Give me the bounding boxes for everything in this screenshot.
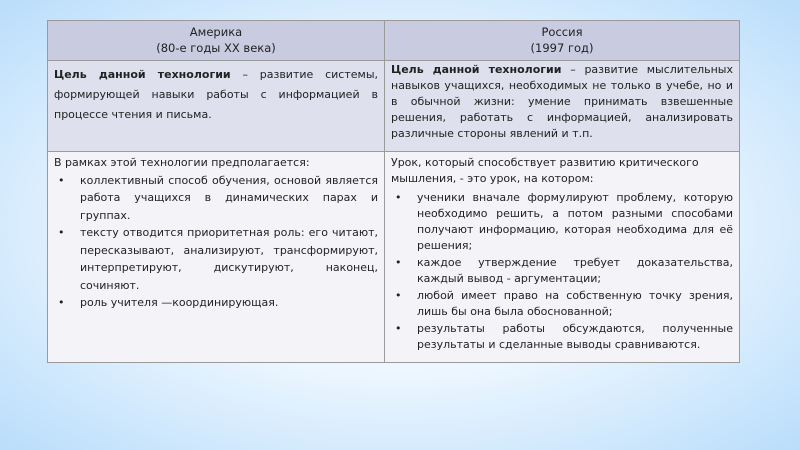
header-america-title: Америка (189, 25, 243, 39)
list-item: • результаты работы обсуждаются, полученные результаты и сделанные выводы сравниваются. (395, 322, 733, 351)
comparison-table (47, 20, 740, 363)
goal-america (48, 61, 385, 152)
body-america-list (54, 172, 378, 312)
body-row (48, 152, 740, 363)
header-america (48, 21, 385, 61)
header-russia (385, 21, 740, 61)
body-russia-intro: Урок, который способствует развитию критического мышления, - это урок, на котором: (391, 156, 699, 185)
goal-russia-text: – развитие мыслительных навыков учащихся, необходимых не только в учебе, но и в обычной жизни: умение принимать взвешенные решения, работать с информацией, анализировать различные стороны явлений и т.п. (391, 63, 733, 140)
list-item: • коллективный способ обучения, основой является работа учащихся в динамических парах и группах. (58, 173, 378, 222)
bullet-icon: • (395, 289, 402, 302)
bullet-icon: • (58, 296, 65, 309)
bullet-icon: • (395, 256, 402, 269)
body-america-intro: В рамках этой технологии предполагается: (54, 156, 310, 169)
bullet-icon: • (58, 173, 65, 187)
header-america-period: (80-е годы XX века) (156, 41, 276, 55)
header-russia-period: (1997 год) (530, 41, 594, 55)
list-item: • роль учителя —координирующая. (54, 294, 378, 312)
list-item: • каждое утверждение требует доказательства, каждый вывод - аргументации; (395, 256, 733, 285)
bullet-icon: • (395, 322, 402, 335)
goal-row (48, 61, 740, 152)
goal-russia (385, 61, 740, 152)
body-russia-list (391, 190, 733, 353)
bullet-icon: • (395, 191, 402, 204)
header-russia-title: Россия (541, 25, 583, 39)
list-item: • ученики вначале формулируют проблему, которую необходимо решить, а потом разными способами получают информацию, которая необходима для её решения; (395, 191, 733, 252)
goal-america-label: Цель данной технологии (54, 68, 231, 81)
body-america (48, 152, 385, 363)
goal-america-text: – развитие системы, формирующей навыки работы с информацией в процессе чтения и письма. (54, 68, 378, 121)
goal-russia-label: Цель данной технологии (391, 63, 562, 76)
body-russia (385, 152, 740, 363)
list-item: • тексту отводится приоритетная роль: его читают, пересказывают, анализируют, трансформируют, интерпретируют, дискутируют, наконец, сочиняют. (58, 226, 378, 292)
list-item: • любой имеет право на собственную точку зрения, лишь бы она была обоснованной; (395, 289, 733, 318)
header-row (48, 21, 740, 61)
bullet-icon: • (58, 226, 65, 239)
